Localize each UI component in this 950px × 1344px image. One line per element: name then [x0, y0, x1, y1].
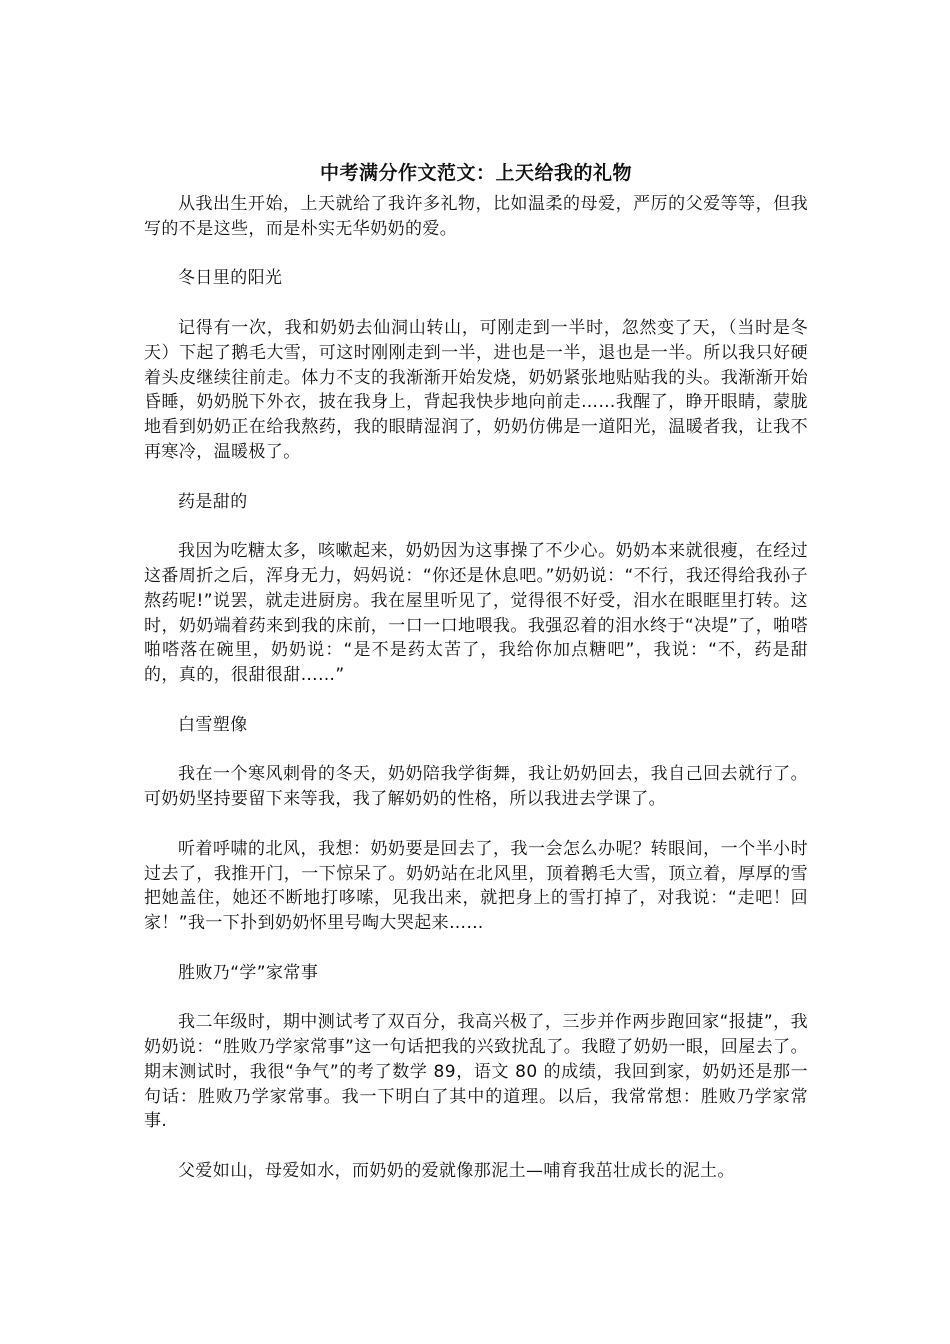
document-title: 中考满分作文范文：上天给我的礼物 [319, 162, 632, 184]
section-sweet-medicine [144, 490, 808, 688]
section-heading: 胜败乃“学”家常事 [178, 962, 319, 983]
section-snow-statue [144, 713, 808, 936]
section-winter-sunshine [144, 266, 808, 464]
body-paragraph: 我因为吃糖太多，咳嗽起来，奶奶因为这事操了不少心。奶奶本来就很瘦，在经过这番周折之后，浑身无力，妈妈说：“你还是休息吧。”奶奶说：“不行，我还得给我孙子熬药呢!”说罢，就走进厨房。我在屋里听见了，觉得很不好受，泪水在眼眶里打转。这时，奶奶端着药来到我的床前，一口一口地喂我。我强忍着的泪水终于“决堤”了，啪嗒啪嗒落在碗里，奶奶说：“是不是药太苦了，我给你加点糖吧”，我说：“不，药是甜的，真的，很甜很甜……” [144, 541, 808, 686]
conclusion-paragraph: 父爱如山，母爱如水，而奶奶的爱就像那泥土—哺育我茁壮成长的泥土。 [178, 1161, 735, 1182]
body-paragraph: 记得有一次，我和奶奶去仙洞山转山，可刚走到一半时，忽然变了天，（当时是冬天）下起了鹅毛大雪，可这时刚刚走到一半，进也是一半，退也是一半。所以我只好硬着头皮继续往前走。体力不支的我渐渐开始发烧，奶奶紧张地贴贴我的头。我渐渐开始昏睡，奶奶脱下外衣，披在我身上，背起我快步地向前走……我醒了，睁开眼睛，蒙胧地看到奶奶正在给我熬药，我的眼睛湿润了，奶奶仿佛是一道阳光，温暖者我，让我不再寒冷，温暖极了。 [144, 317, 808, 462]
body-paragraph: 我在一个寒风刺骨的冬天，奶奶陪我学街舞，我让奶奶回去，我自己回去就行了。可奶奶坚持要留下来等我，我了解奶奶的性格，所以我进去学课了。 [144, 764, 808, 810]
section-heading: 冬日里的阳光 [178, 268, 283, 289]
body-paragraph: 我二年级时，期中测试考了双百分，我高兴极了，三步并作两步跑回家“报捷”，我奶奶说：“胜败乃学家常事”这一句话把我的兴致扰乱了。我瞪了奶奶一眼，回屋去了。期末测试时，我很“争气”的考了数学 89，语文 80 的成绩，我回到家，奶奶还是那一句话：胜败乃学家常事。我一下明白了其中的道理。以后，我常常想：胜败乃学家常事. [144, 1012, 808, 1132]
intro-paragraph: 从我出生开始，上天就给了我许多礼物，比如温柔的母爱，严厉的父爱等等，但我写的不是这些，而是朴实无华奶奶的爱。 [144, 194, 808, 239]
section-win-lose [144, 961, 808, 1135]
body-paragraph: 听着呼啸的北风，我想：奶奶要是回去了，我一会怎么办呢？转眼间，一个半小时过去了，我推开门，一下惊呆了。奶奶站在北风里，顶着鹅毛大雪，顶立着，厚厚的雪把她盖住，她还不断地打哆嗦，见我出来，就把身上的雪打掉了，对我说：“走吧！回家！”我一下扑到奶奶怀里号啕大哭起来…… [144, 838, 808, 934]
section-heading: 药是甜的 [178, 491, 248, 512]
document-page [144, 158, 808, 1209]
section-heading: 白雪塑像 [178, 714, 248, 735]
